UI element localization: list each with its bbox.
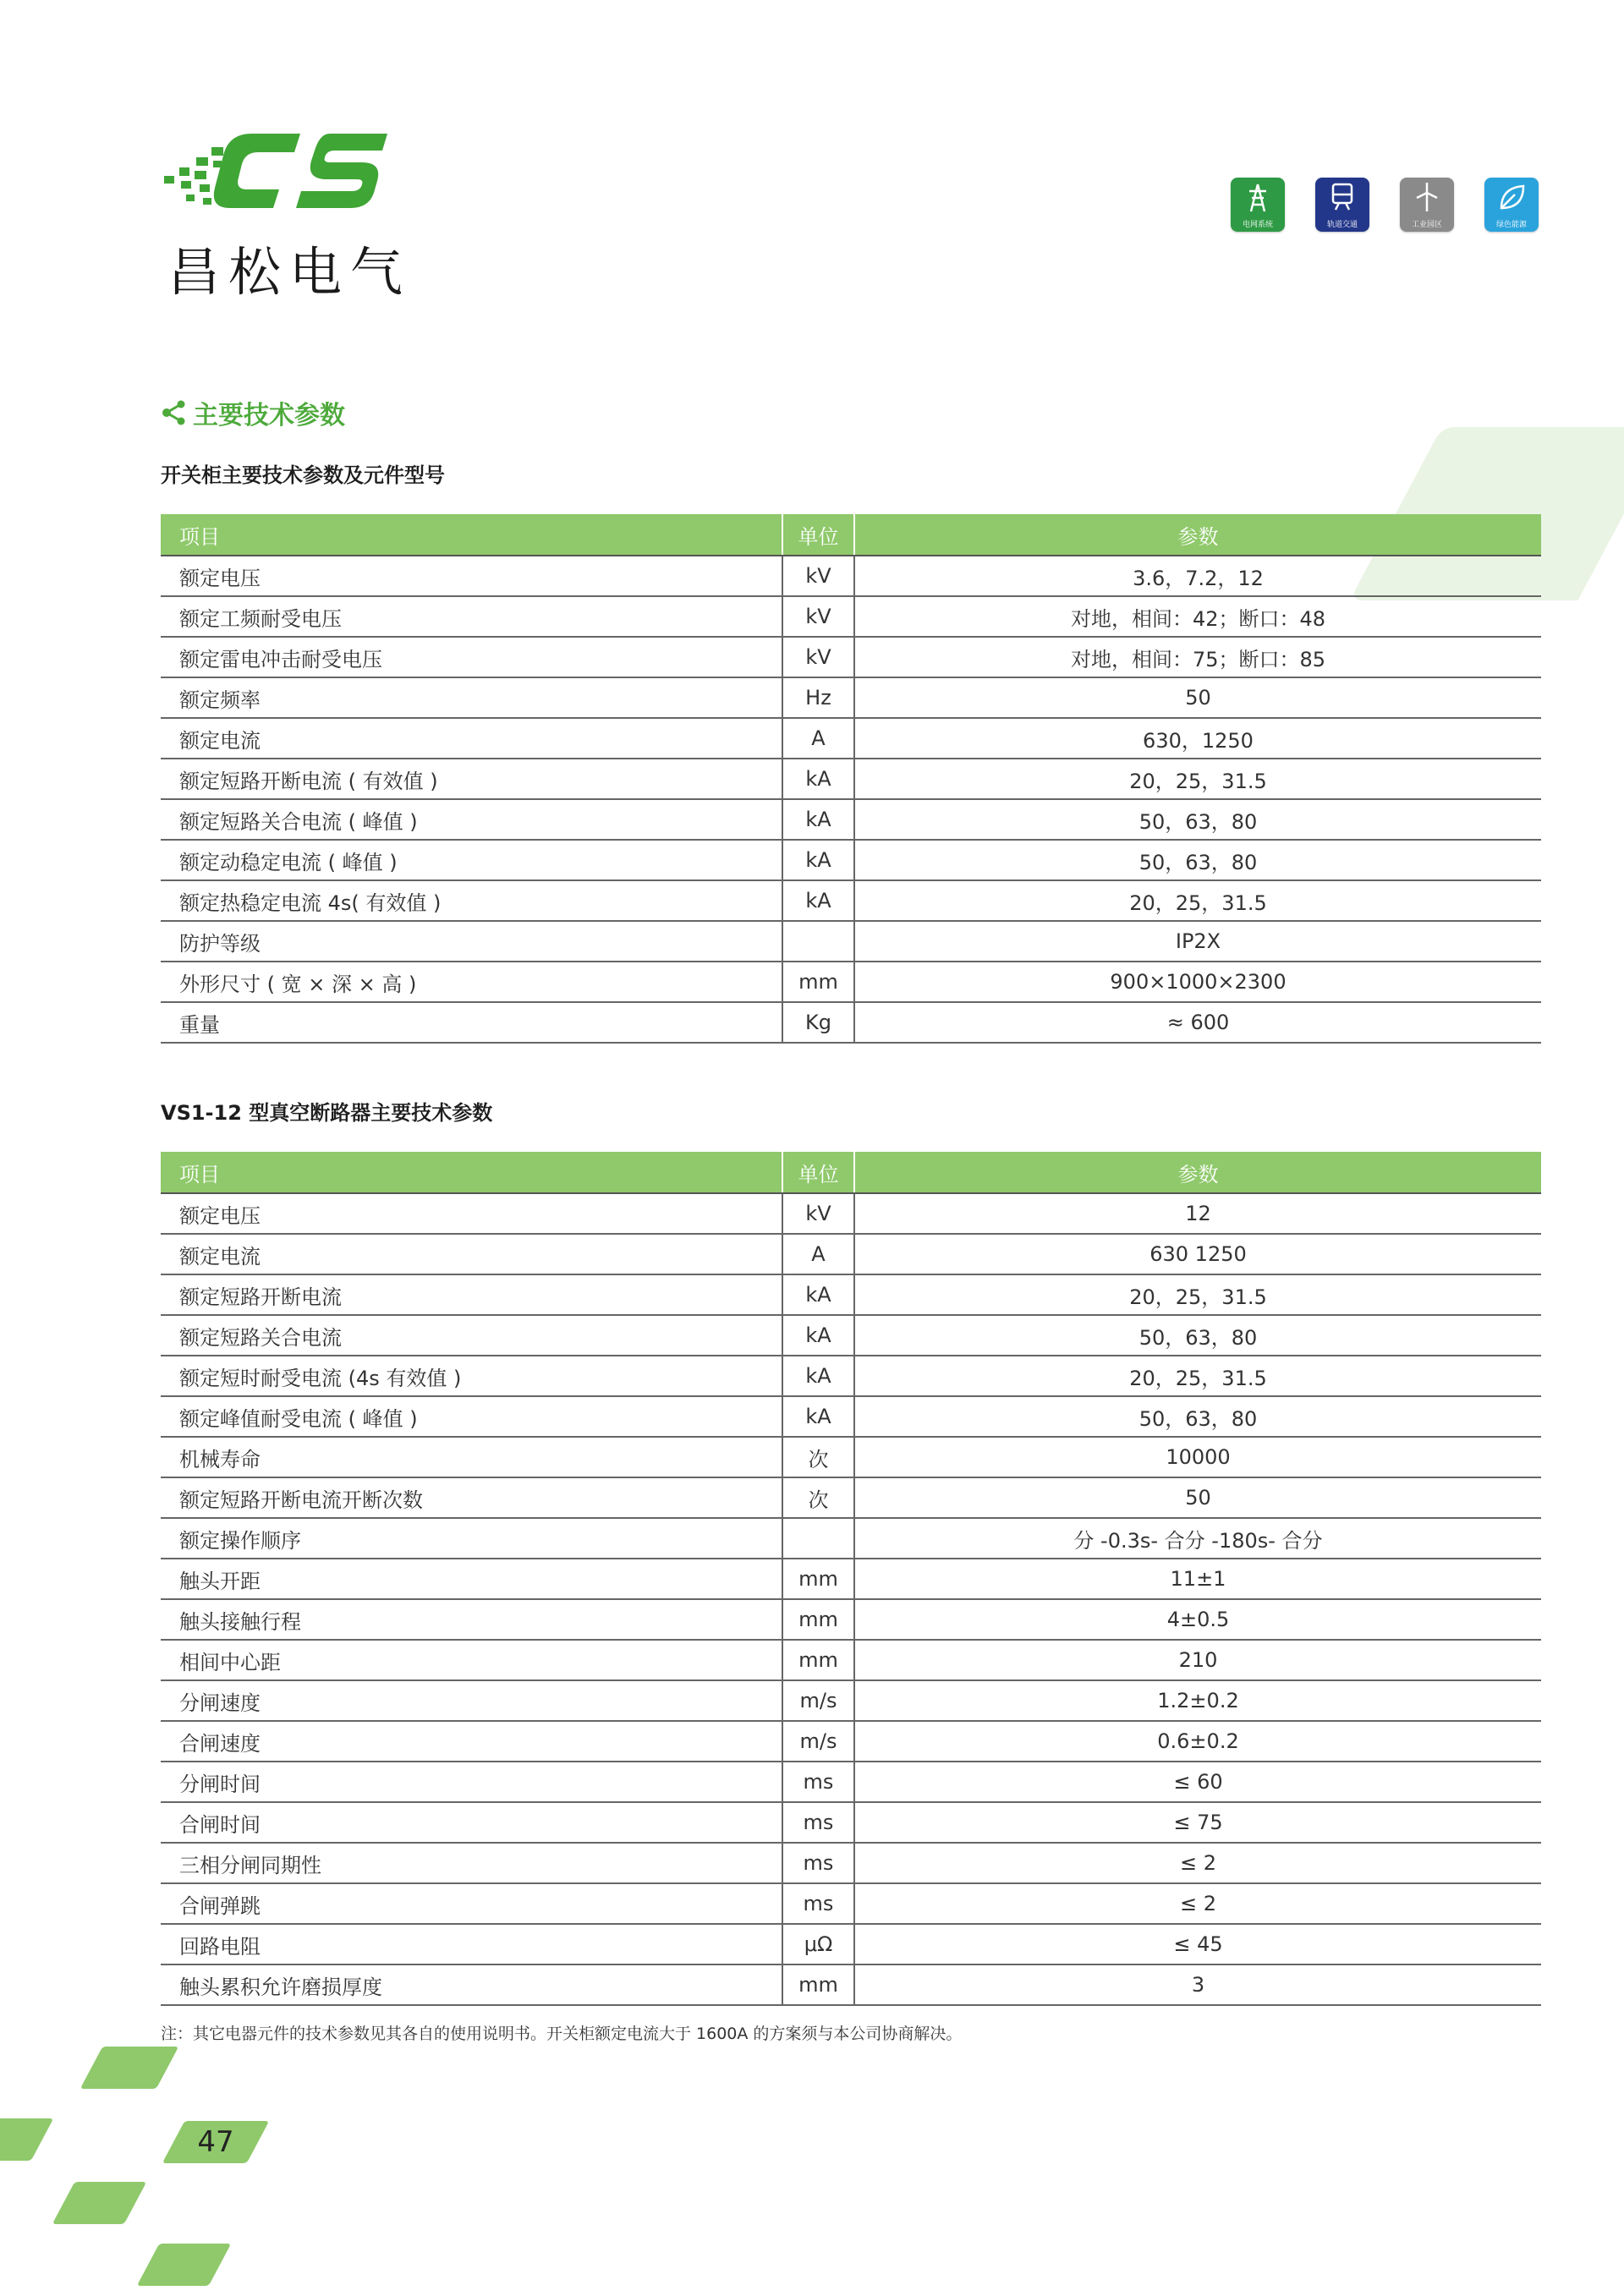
row-unit: kA — [782, 759, 854, 799]
row-item: 额定动稳定电流 ( 峰值 ) — [161, 840, 782, 880]
row-value: 对地，相间：42；断口：48 — [854, 596, 1541, 637]
row-item: 重量 — [161, 1002, 782, 1043]
row-unit: mm — [782, 1559, 854, 1599]
breaker-spec-table — [161, 1152, 1541, 2006]
table-row — [161, 1002, 1541, 1043]
row-value: ≤ 45 — [854, 1924, 1541, 1964]
table-row — [161, 1234, 1541, 1274]
switchgear-spec-table — [161, 514, 1541, 1044]
header-parameter: 参数 — [854, 514, 1541, 556]
row-item: 额定短路关合电流 ( 峰值 ) — [161, 799, 782, 840]
icon-caption: 电网系统 — [1242, 221, 1273, 229]
row-unit: A — [782, 1234, 854, 1274]
row-unit: kA — [782, 1315, 854, 1356]
row-unit: ms — [782, 1762, 854, 1802]
row-item: 合闸弹跳 — [161, 1883, 782, 1924]
header-parameter: 参数 — [854, 1152, 1541, 1193]
row-item: 额定短路开断电流开断次数 — [161, 1477, 782, 1518]
page-number: 47 — [197, 2125, 234, 2159]
row-unit: 次 — [782, 1437, 854, 1477]
section-heading — [161, 394, 345, 431]
row-unit: mm — [782, 1640, 854, 1680]
row-item: 触头累积允许磨损厚度 — [161, 1964, 782, 2005]
company-logo — [161, 127, 414, 304]
row-value: 50 — [854, 1477, 1541, 1518]
table-row — [161, 840, 1541, 880]
row-unit: kA — [782, 1356, 854, 1396]
row-item: 额定峰值耐受电流 ( 峰值 ) — [161, 1396, 782, 1437]
icon-caption: 工业园区 — [1411, 221, 1442, 229]
table-row — [161, 596, 1541, 637]
table-row — [161, 1559, 1541, 1599]
row-value: 4±0.5 — [854, 1599, 1541, 1640]
row-unit: kV — [782, 637, 854, 677]
row-unit: ms — [782, 1883, 854, 1924]
row-unit: Hz — [782, 677, 854, 718]
row-item: 合闸时间 — [161, 1802, 782, 1843]
row-value: 630，1250 — [854, 718, 1541, 759]
row-unit: μΩ — [782, 1924, 854, 1964]
row-unit: mm — [782, 1599, 854, 1640]
row-item: 额定操作顺序 — [161, 1518, 782, 1559]
table2-title: VS1-12 型真空断路器主要技术参数 — [161, 1101, 493, 1125]
row-unit: kA — [782, 1396, 854, 1437]
row-unit: kA — [782, 880, 854, 921]
row-value: 50 — [854, 677, 1541, 718]
row-value: 3.6，7.2，12 — [854, 556, 1541, 596]
table-row — [161, 718, 1541, 759]
row-value: 1.2±0.2 — [854, 1680, 1541, 1721]
row-value: ≤ 2 — [854, 1843, 1541, 1883]
row-unit: kA — [782, 799, 854, 840]
header-item: 项目 — [161, 1152, 782, 1193]
decorative-shape — [137, 2244, 232, 2286]
row-unit: kV — [782, 596, 854, 637]
row-item: 相间中心距 — [161, 1640, 782, 1680]
table-row — [161, 1518, 1541, 1559]
table-row — [161, 1274, 1541, 1315]
row-unit: Kg — [782, 1002, 854, 1043]
row-value: ≤ 75 — [854, 1802, 1541, 1843]
rail-transit-icon — [1315, 178, 1369, 232]
row-unit: kA — [782, 840, 854, 880]
table-row — [161, 1843, 1541, 1883]
share-icon — [161, 399, 188, 426]
icon-caption: 轨道交通 — [1326, 221, 1358, 229]
row-item: 外形尺寸 ( 宽 × 深 × 高 ) — [161, 962, 782, 1002]
row-item: 机械寿命 — [161, 1437, 782, 1477]
table-row — [161, 1599, 1541, 1640]
row-value: 20，25，31.5 — [854, 1274, 1541, 1315]
row-item: 额定频率 — [161, 677, 782, 718]
row-value: 20，25，31.5 — [854, 759, 1541, 799]
row-value: 3 — [854, 1964, 1541, 2005]
power-tower-icon — [1231, 178, 1285, 232]
row-value: 20，25，31.5 — [854, 880, 1541, 921]
row-unit: kV — [782, 1193, 854, 1234]
table1-title: 开关柜主要技术参数及元件型号 — [161, 463, 445, 487]
table-row — [161, 1762, 1541, 1802]
table-header-row — [161, 514, 1541, 556]
row-value: ≈ 600 — [854, 1002, 1541, 1043]
table-header-row — [161, 1152, 1541, 1193]
section-title: 主要技术参数 — [193, 401, 345, 430]
header-unit: 单位 — [782, 514, 854, 556]
table-row — [161, 1356, 1541, 1396]
row-item: 额定电压 — [161, 1193, 782, 1234]
row-unit: A — [782, 718, 854, 759]
table-row — [161, 1883, 1541, 1924]
row-item: 合闸速度 — [161, 1721, 782, 1762]
row-item: 回路电阻 — [161, 1924, 782, 1964]
row-item: 额定短路关合电流 — [161, 1315, 782, 1356]
row-unit: m/s — [782, 1680, 854, 1721]
row-value: 20，25，31.5 — [854, 1356, 1541, 1396]
row-item: 额定短路开断电流 — [161, 1274, 782, 1315]
decorative-shape — [80, 2047, 179, 2089]
header-unit: 单位 — [782, 1152, 854, 1193]
row-value: 210 — [854, 1640, 1541, 1680]
row-item: 分闸时间 — [161, 1762, 782, 1802]
row-value: 50，63，80 — [854, 840, 1541, 880]
row-unit: kV — [782, 556, 854, 596]
row-item: 额定电流 — [161, 718, 782, 759]
table-row — [161, 556, 1541, 596]
table-row — [161, 637, 1541, 677]
cs-logo-mark — [161, 127, 414, 224]
table-row — [161, 799, 1541, 840]
row-value: ≤ 2 — [854, 1883, 1541, 1924]
row-unit: 次 — [782, 1477, 854, 1518]
row-value: 对地，相间：75；断口：85 — [854, 637, 1541, 677]
header-item: 项目 — [161, 514, 782, 556]
table-row — [161, 1924, 1541, 1964]
table-row — [161, 1964, 1541, 2005]
row-item: 额定电流 — [161, 1234, 782, 1274]
row-unit — [782, 1518, 854, 1559]
row-item: 额定短时耐受电流 (4s 有效值 ) — [161, 1356, 782, 1396]
row-item: 防护等级 — [161, 921, 782, 962]
row-value: 分 -0.3s- 合分 -180s- 合分 — [854, 1518, 1541, 1559]
company-name: 昌松电气 — [167, 241, 412, 303]
table-row — [161, 1437, 1541, 1477]
row-value: 50，63，80 — [854, 799, 1541, 840]
row-unit: m/s — [782, 1721, 854, 1762]
row-unit: mm — [782, 1964, 854, 2005]
table-row — [161, 880, 1541, 921]
table-row — [161, 1193, 1541, 1234]
row-value: IP2X — [854, 921, 1541, 962]
row-value: 12 — [854, 1193, 1541, 1234]
table-row — [161, 962, 1541, 1002]
table-row — [161, 759, 1541, 799]
row-value: 10000 — [854, 1437, 1541, 1477]
row-value: 0.6±0.2 — [854, 1721, 1541, 1762]
row-item: 额定电压 — [161, 556, 782, 596]
row-value: ≤ 60 — [854, 1762, 1541, 1802]
row-item: 分闸速度 — [161, 1680, 782, 1721]
table-row — [161, 1477, 1541, 1518]
row-value: 630 1250 — [854, 1234, 1541, 1274]
table-row — [161, 1640, 1541, 1680]
row-value: 50，63，80 — [854, 1315, 1541, 1356]
table-row — [161, 1396, 1541, 1437]
row-item: 三相分闸同期性 — [161, 1843, 782, 1883]
row-item: 额定热稳定电流 4s( 有效值 ) — [161, 880, 782, 921]
row-item: 触头开距 — [161, 1559, 782, 1599]
row-unit: kA — [782, 1274, 854, 1315]
row-unit — [782, 921, 854, 962]
wind-turbine-icon — [1400, 178, 1454, 232]
table-row — [161, 1802, 1541, 1843]
green-leaf-icon — [1484, 178, 1539, 232]
table-row — [161, 1680, 1541, 1721]
table-row — [161, 677, 1541, 718]
row-value: 50，63，80 — [854, 1396, 1541, 1437]
row-unit: mm — [782, 962, 854, 1002]
row-value: 900×1000×2300 — [854, 962, 1541, 1002]
row-item: 额定工频耐受电压 — [161, 596, 782, 637]
row-item: 额定雷电冲击耐受电压 — [161, 637, 782, 677]
industry-icons — [1231, 178, 1539, 232]
decorative-shape — [0, 2118, 53, 2161]
row-unit: ms — [782, 1802, 854, 1843]
footnote: 注：其它电器元件的技术参数见其各自的使用说明书。开关柜额定电流大于 1600A 的方案须与本公司协商解决。 — [161, 2025, 963, 2043]
row-value: 11±1 — [854, 1559, 1541, 1599]
decorative-shape — [52, 2182, 147, 2224]
row-unit: ms — [782, 1843, 854, 1883]
table-row — [161, 1721, 1541, 1762]
row-item: 额定短路开断电流 ( 有效值 ) — [161, 759, 782, 799]
table-row — [161, 1315, 1541, 1356]
table-row — [161, 921, 1541, 962]
icon-caption: 绿色能源 — [1495, 221, 1527, 229]
row-item: 触头接触行程 — [161, 1599, 782, 1640]
